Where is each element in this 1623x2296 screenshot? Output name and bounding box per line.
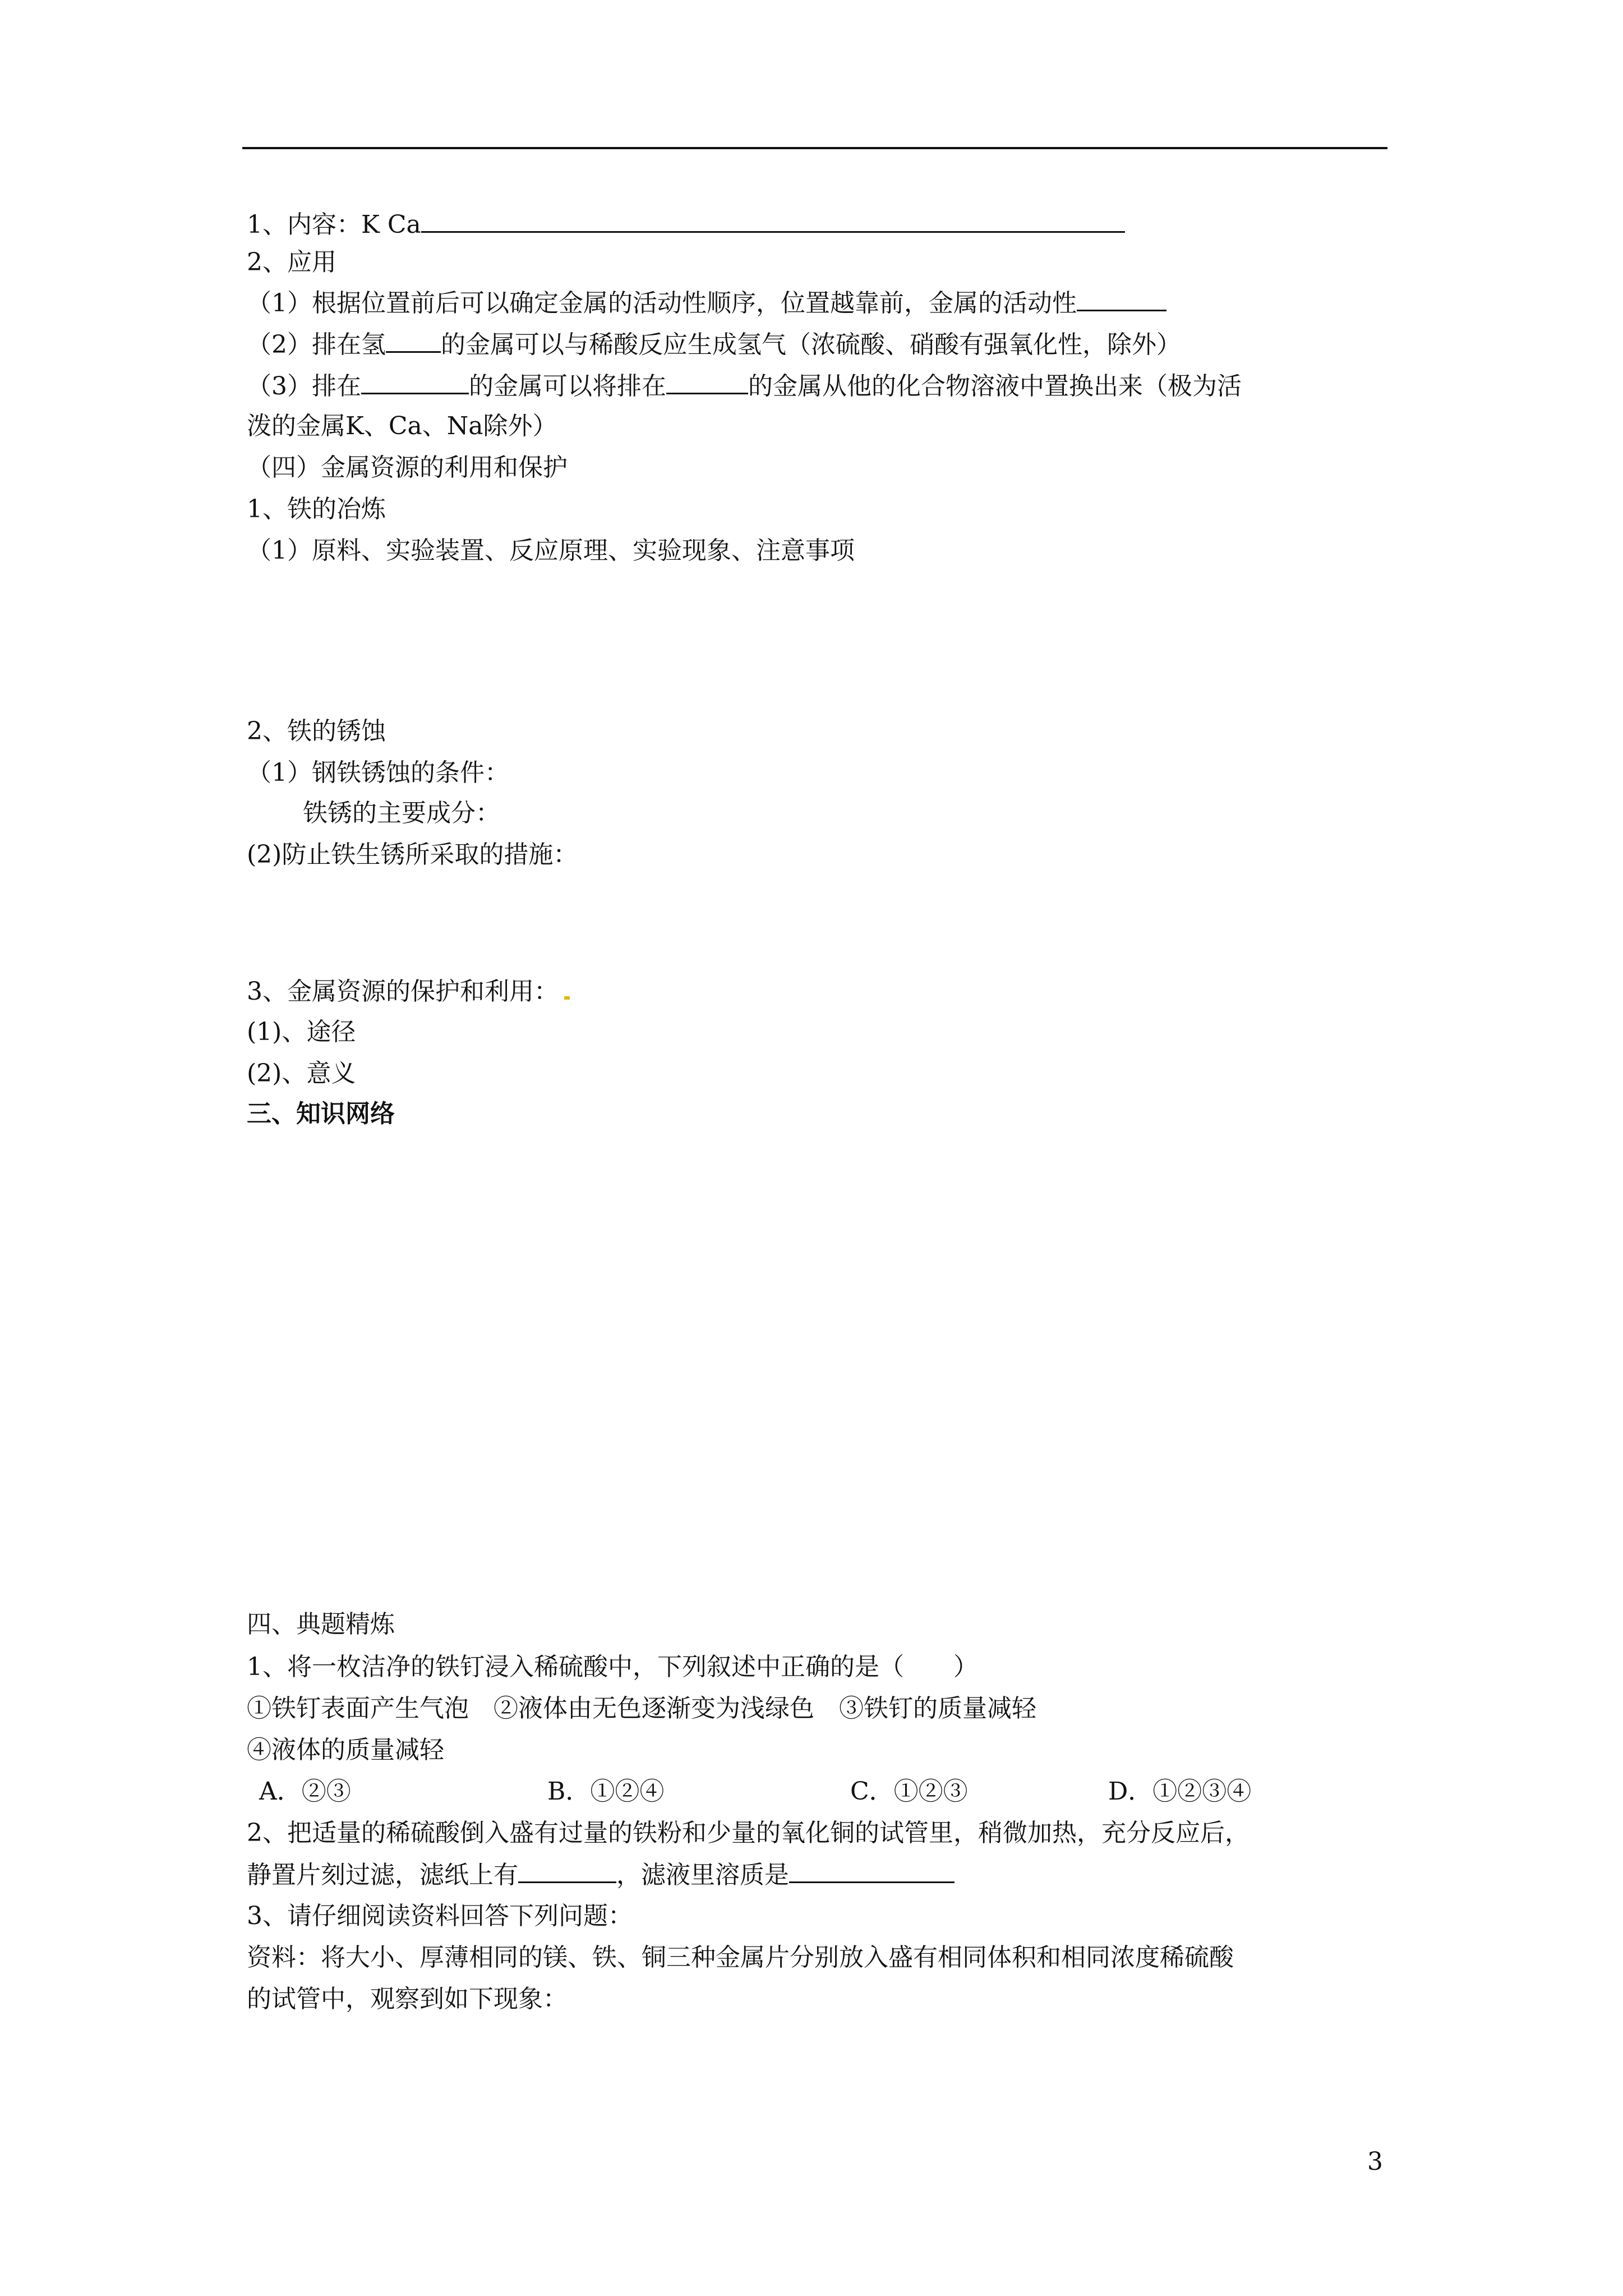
text-segment: （1）根据位置前后可以确定金属的活动性顺序，位置越靠前，金属的活动性 [247, 289, 1077, 318]
content-line-8: 1、铁的冶炼 [247, 495, 386, 523]
content-line-12: 铁锈的主要成分： [303, 799, 500, 827]
content-line-14 [247, 976, 570, 1007]
content-line-9: （1）原料、实验装置、反应原理、实验现象、注意事项 [247, 536, 855, 565]
question-3-line-2: 的试管中，观察到如下现象： [247, 1985, 568, 2013]
content-line-3 [247, 287, 1166, 319]
text-segment: 的金属从他的化合物溶液中置换出来（极为活 [748, 372, 1242, 401]
content-line-4 [247, 329, 1181, 361]
yellow-mark [564, 996, 570, 1000]
option-d: D．①②③④ [1108, 1777, 1252, 1806]
text-segment: 1、内容：K Ca [247, 210, 421, 239]
question-3-line-1: 资料：将大小、厚薄相同的镁、铁、铜三种金属片分别放入盛有相同体积和相同浓度稀硫酸 [247, 1943, 1234, 1972]
text-segment: （3）排在 [247, 372, 361, 401]
fill-blank [386, 329, 441, 353]
content-line-11: （1）钢铁锈蚀的条件： [247, 758, 509, 787]
option-b: B．①②④ [547, 1777, 665, 1806]
fill-blank [1077, 287, 1166, 311]
fill-blank [666, 370, 748, 394]
section-heading-resources: （四）金属资源的利用和保护 [247, 453, 568, 482]
question-1-stem: 1、将一枚洁净的铁钉浸入稀硫酸中，下列叙述中正确的是（ ） [247, 1653, 978, 1681]
fill-blank [518, 1859, 616, 1883]
question-1-statements: ①铁钉表面产生气泡 ②液体由无色逐渐变为浅绿色 ③铁钉的质量减轻 [247, 1694, 1036, 1723]
content-line-6: 泼的金属K、Ca、Na除外） [247, 412, 557, 440]
question-3-stem: 3、请仔细阅读资料回答下列问题： [247, 1902, 633, 1930]
content-line-1 [247, 209, 1125, 241]
text-segment: 的金属可以将排在 [469, 372, 666, 401]
content-line-10: 2、铁的锈蚀 [247, 717, 386, 746]
content-line-16: (2)、意义 [247, 1059, 356, 1088]
text-segment: 静置片刻过滤，滤纸上有 [247, 1861, 518, 1889]
header-rule [242, 147, 1387, 149]
fill-blank [421, 209, 1125, 233]
fill-blank [789, 1859, 955, 1883]
fill-blank [361, 370, 469, 394]
option-c: C．①②③ [850, 1777, 968, 1806]
text-segment: （2）排在氢 [247, 330, 386, 359]
page-number: 3 [1367, 2147, 1383, 2176]
text-segment: 的金属可以与稀酸反应生成氢气（浓硫酸、硝酸有强氧化性，除外） [441, 330, 1181, 359]
question-2-line-1: 2、把适量的稀硫酸倒入盛有过量的铁粉和少量的氧化铜的试管里，稍微加热，充分反应后， [247, 1819, 1249, 1847]
section-heading-exercises: 四、典题精炼 [247, 1610, 395, 1639]
option-a: A．②③ [259, 1777, 351, 1806]
content-line-15: (1)、途径 [247, 1018, 356, 1046]
content-line-5 [247, 370, 1242, 402]
text-segment: ，滤液里溶质是 [616, 1861, 789, 1889]
section-heading-network: 三、知识网络 [247, 1099, 395, 1128]
content-line-2: 2、应用 [247, 248, 336, 277]
question-1-statement-4: ④液体的质量减轻 [247, 1736, 444, 1764]
text-segment: 3、金属资源的保护和利用： [247, 977, 559, 1006]
question-2-line-2 [247, 1859, 955, 1891]
content-line-13: (2)防止铁生锈所采取的措施： [247, 840, 578, 869]
